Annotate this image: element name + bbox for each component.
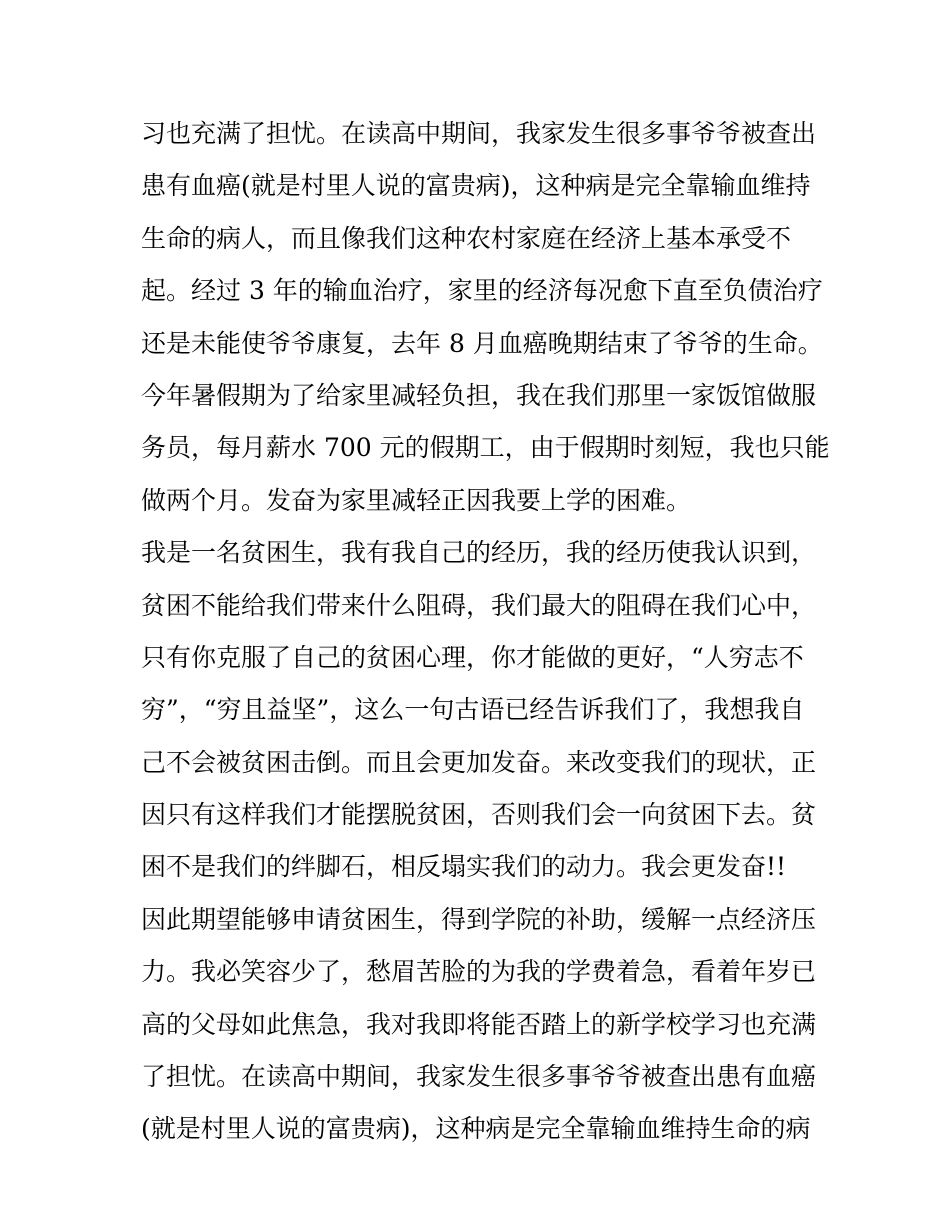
text-line: 穷”，“穷且益坚”，这么一句古语已经告诉我们了，我想我自	[141, 695, 805, 725]
text-line: 因只有这样我们才能摆脱贫困，否则我们会一向贫困下去。贫	[141, 800, 817, 830]
text-line: 起。经过 3 年的输血治疗，家里的经济每况愈下直至负债治疗	[141, 276, 823, 306]
text-line: 生命的病人，而且像我们这种农村家庭在经济上基本承受不	[141, 223, 792, 253]
text-line: 困不是我们的绊脚石，相反塌实我们的动力。我会更发奋!!	[141, 852, 787, 882]
text-line: 我是一名贫困生，我有我自己的经历，我的经历使我认识到，	[141, 538, 817, 568]
text-line: 贫困不能给我们带来什么阻碍，我们最大的阻碍在我们心中，	[141, 590, 817, 620]
text-line: 务员，每月薪水 700 元的假期工，由于假期时刻短，我也只能	[141, 433, 830, 463]
text-line: 了担忧。在读高中期间，我家发生很多事爷爷被查出患有血癌	[141, 1062, 817, 1092]
text-line: 己不会被贫困击倒。而且会更加发奋。来改变我们的现状，正	[141, 747, 817, 777]
text-line: 因此期望能够申请贫困生，得到学院的补助，缓解一点经济压	[141, 904, 817, 934]
text-line: 习也充满了担忧。在读高中期间，我家发生很多事爷爷被查出	[141, 119, 817, 148]
text-line: 患有血癌(就是村里人说的富贵病)，这种病是完全靠输血维持	[141, 171, 811, 201]
text-line: (就是村里人说的富贵病)，这种病是完全靠输血维持生命的病	[141, 1114, 811, 1144]
document-body	[141, 108, 830, 1156]
text-line: 今年暑假期为了给家里减轻负担，我在我们那里一家饭馆做服	[141, 380, 817, 410]
text-line: 只有你克服了自己的贫困心理，你才能做的更好，“人穷志不	[141, 642, 804, 672]
text-line: 力。我必笑容少了，愁眉苦脸的为我的学费着急，看着年岁已	[141, 957, 817, 987]
text-line: 高的父母如此焦急，我对我即将能否踏上的新学校学习也充满	[141, 1009, 817, 1039]
text-line: 还是未能使爷爷康复，去年 8 月血癌晚期结束了爷爷的生命。	[141, 328, 823, 358]
text-line: 做两个月。发奋为家里减轻正因我要上学的困难。	[141, 485, 692, 515]
